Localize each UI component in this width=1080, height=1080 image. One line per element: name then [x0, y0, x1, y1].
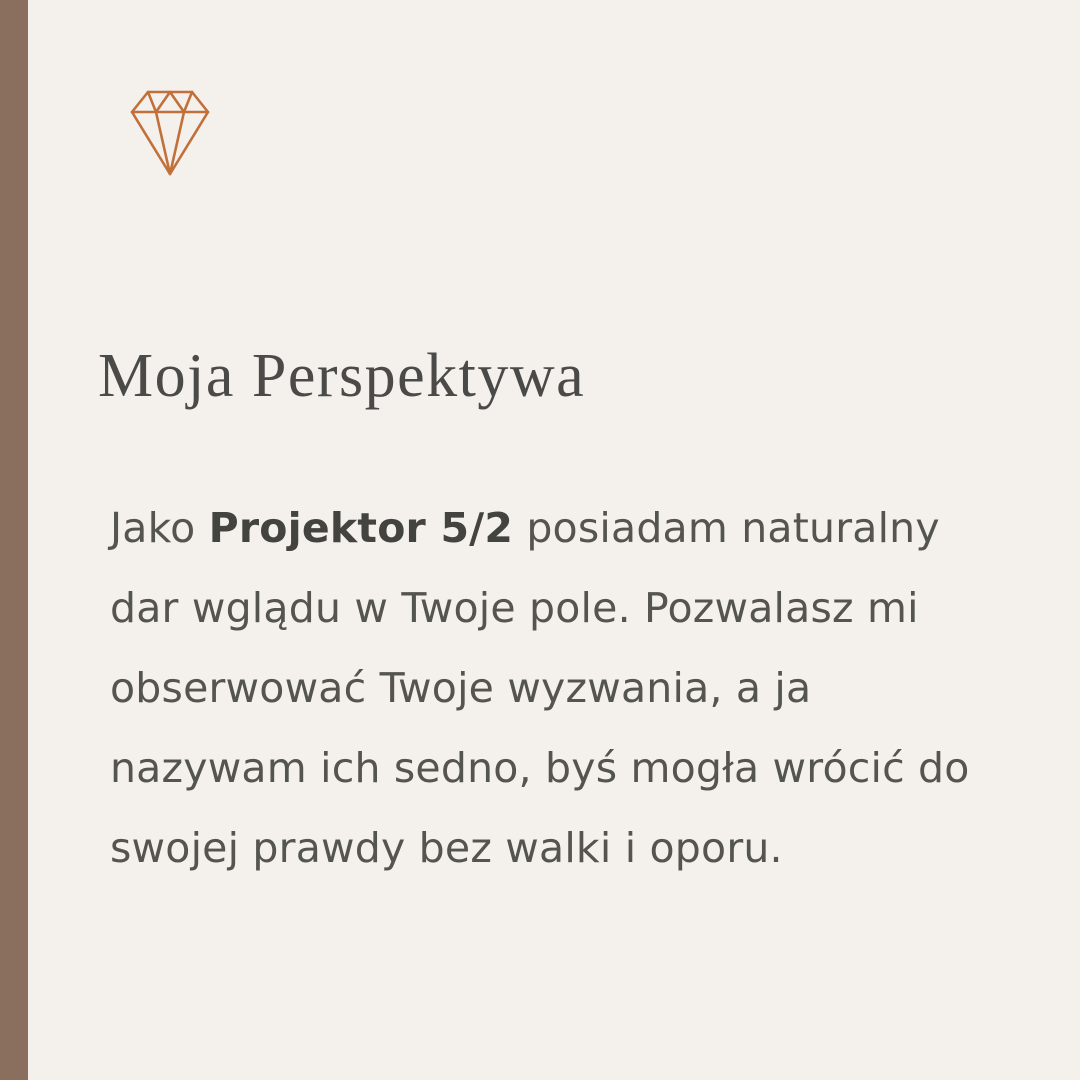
diamond-icon	[110, 78, 230, 188]
body-lead: Jako	[110, 504, 209, 552]
page-title: Moja Perspektywa	[98, 341, 586, 410]
body-highlight: Projektor 5/2	[208, 504, 514, 552]
body-paragraph	[110, 489, 1000, 889]
accent-bar	[0, 0, 28, 1080]
slide-content	[28, 0, 1080, 1080]
body-rest: posiadam naturalny dar wglądu w Twoje pole. Pozwalasz mi obserwować Twoje wyzwania, a ja nazywam ich sedno, byś mogła wrócić do swojej prawdy bez walki i oporu.	[110, 504, 970, 872]
